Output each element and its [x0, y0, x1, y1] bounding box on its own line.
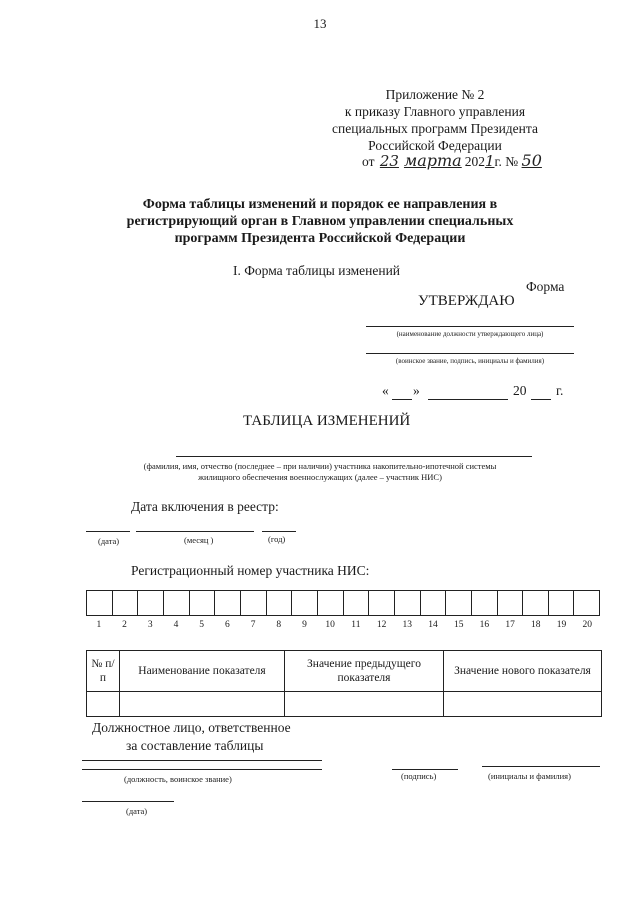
- official-signature-caption: (подпись): [401, 771, 437, 781]
- approve-date-year-line: [531, 399, 551, 400]
- approve-date-year-unit: г.: [556, 383, 564, 398]
- approve-date-year: 20: [513, 383, 527, 398]
- cell-number: [87, 692, 120, 717]
- table-row: [87, 692, 602, 717]
- reg-number-cell: [574, 591, 599, 615]
- order-date-year-prefix: 202: [464, 154, 485, 169]
- reg-number-position: 19: [556, 620, 567, 630]
- reg-number-cell: [395, 591, 421, 615]
- reg-number-cell: [369, 591, 395, 615]
- appendix-line-2: к приказу Главного управления: [344, 104, 526, 119]
- reg-number-cell: [498, 591, 524, 615]
- reg-number-cell: [344, 591, 370, 615]
- official-name-caption: (инициалы и фамилия): [488, 771, 571, 781]
- reg-number-position: 14: [428, 620, 438, 630]
- appendix-line-3: специальных программ Президента: [332, 121, 538, 136]
- official-signature-line: [392, 769, 458, 770]
- official-name-line: [482, 766, 600, 767]
- official-label-1: Должностное лицо, ответственное: [92, 720, 291, 735]
- reg-number-cell: [318, 591, 344, 615]
- cell-new-value: [444, 692, 602, 717]
- title-line-3: программ Президента Российской Федерации: [174, 231, 466, 246]
- reg-number-position: 4: [173, 620, 179, 630]
- col-indicator-header: Наименование показателя: [120, 651, 285, 692]
- approve-date-day-line: [392, 399, 412, 400]
- reg-number-cell: [138, 591, 164, 615]
- reg-number-cell: [241, 591, 267, 615]
- reg-number-grid: [86, 590, 600, 616]
- cell-indicator: [120, 692, 285, 717]
- order-number-value: 50: [521, 151, 542, 170]
- reg-number-label: Регистрационный номер участника НИС:: [131, 563, 370, 578]
- table-title: ТАБЛИЦА ИЗМЕНЕНИЙ: [243, 413, 411, 429]
- changes-table-header: [87, 651, 602, 692]
- appendix-line-4: Российской Федерации: [368, 138, 502, 153]
- order-date-year-unit: г.: [494, 154, 502, 169]
- participant-name-line: [176, 456, 532, 457]
- page-number: 13: [313, 16, 327, 31]
- reg-number-position: 5: [199, 620, 205, 630]
- reg-number-position: 6: [224, 620, 230, 630]
- order-date-prefix: от: [362, 154, 375, 169]
- approver-position-line: [366, 326, 574, 327]
- registry-day-caption: (дата): [98, 536, 120, 546]
- title-line-2: регистрирующий орган в Главном управлении специальных: [126, 214, 514, 229]
- approver-signature-line: [366, 353, 574, 354]
- registry-day-line: [86, 531, 130, 532]
- col-number-header: № п/п: [87, 651, 120, 692]
- official-date-line: [82, 801, 174, 802]
- appendix-line-1: Приложение № 2: [385, 87, 485, 102]
- appendix-order-date: [362, 151, 542, 170]
- official-position-line-lower: [82, 769, 322, 770]
- official-position-line-upper: [82, 760, 322, 761]
- reg-number-cell: [215, 591, 241, 615]
- official-position-caption: (должность, воинское звание): [124, 774, 232, 784]
- reg-number-position: 13: [402, 620, 413, 630]
- reg-number-position: 8: [276, 620, 282, 630]
- reg-number-cell: [421, 591, 447, 615]
- registry-date-label: Дата включения в реестр:: [131, 499, 279, 514]
- reg-number-position: 18: [531, 620, 541, 630]
- order-number-prefix: №: [505, 154, 519, 169]
- col-previous-value-header: Значение предыдущего показателя: [285, 651, 444, 692]
- reg-number-cell: [164, 591, 190, 615]
- reg-number-cell: [446, 591, 472, 615]
- reg-number-cell: [87, 591, 113, 615]
- changes-table: [86, 650, 602, 717]
- cell-previous-value: [285, 692, 444, 717]
- reg-number-position: 12: [376, 620, 387, 630]
- reg-number-cell: [549, 591, 575, 615]
- reg-number-cell: [472, 591, 498, 615]
- reg-number-cell: [523, 591, 549, 615]
- participant-caption-2: жилищного обеспечения военнослужащих (далее – участник НИС): [198, 472, 442, 482]
- order-date-year-suffix: 1: [484, 152, 495, 170]
- order-date-month: марта: [403, 151, 462, 170]
- official-date-caption: (дата): [126, 806, 148, 816]
- official-label-2: за составление таблицы: [126, 738, 264, 753]
- reg-number-positions: [86, 620, 600, 630]
- reg-number-position: 17: [505, 620, 515, 630]
- title-line-1: Форма таблицы изменений и порядок ее направления в: [142, 197, 498, 212]
- approve-date-month-line: [428, 399, 508, 400]
- reg-number-position: 7: [250, 620, 256, 630]
- col-new-value-header: Значение нового показателя: [444, 651, 602, 692]
- reg-number-position: 11: [351, 620, 361, 630]
- reg-number-position: 3: [147, 620, 153, 630]
- reg-number-position: 15: [453, 620, 464, 630]
- reg-number-cell: [267, 591, 293, 615]
- section-heading: I. Форма таблицы изменений: [233, 263, 401, 278]
- reg-number-position: 9: [302, 620, 307, 630]
- reg-number-position: 1: [96, 620, 102, 630]
- order-date-day: 23: [379, 152, 399, 170]
- registry-year-caption: (год): [268, 534, 286, 544]
- participant-caption-1: (фамилия, имя, отчество (последнее – при наличии) участника накопительно-ипотечной системы: [143, 461, 497, 471]
- approve-date-close-quote: »: [413, 383, 420, 398]
- registry-month-line: [136, 531, 254, 532]
- reg-number-position: 20: [582, 620, 592, 630]
- approver-signature-caption: (воинское звание, подпись, инициалы и фамилия): [395, 357, 545, 365]
- reg-number-cell: [113, 591, 139, 615]
- registry-month-caption: (месяц ): [184, 535, 214, 545]
- registry-year-line: [262, 531, 296, 532]
- approve-heading: УТВЕРЖДАЮ: [418, 293, 515, 309]
- reg-number-cell: [190, 591, 216, 615]
- reg-number-position: 10: [325, 620, 335, 630]
- reg-number-cell: [292, 591, 318, 615]
- approver-position-caption: (наименование должности утверждающего лица): [396, 330, 544, 338]
- reg-number-position: 16: [479, 620, 490, 630]
- approve-date-open-quote: «: [382, 383, 389, 398]
- reg-number-position: 2: [122, 620, 127, 630]
- form-label: Форма: [526, 279, 565, 294]
